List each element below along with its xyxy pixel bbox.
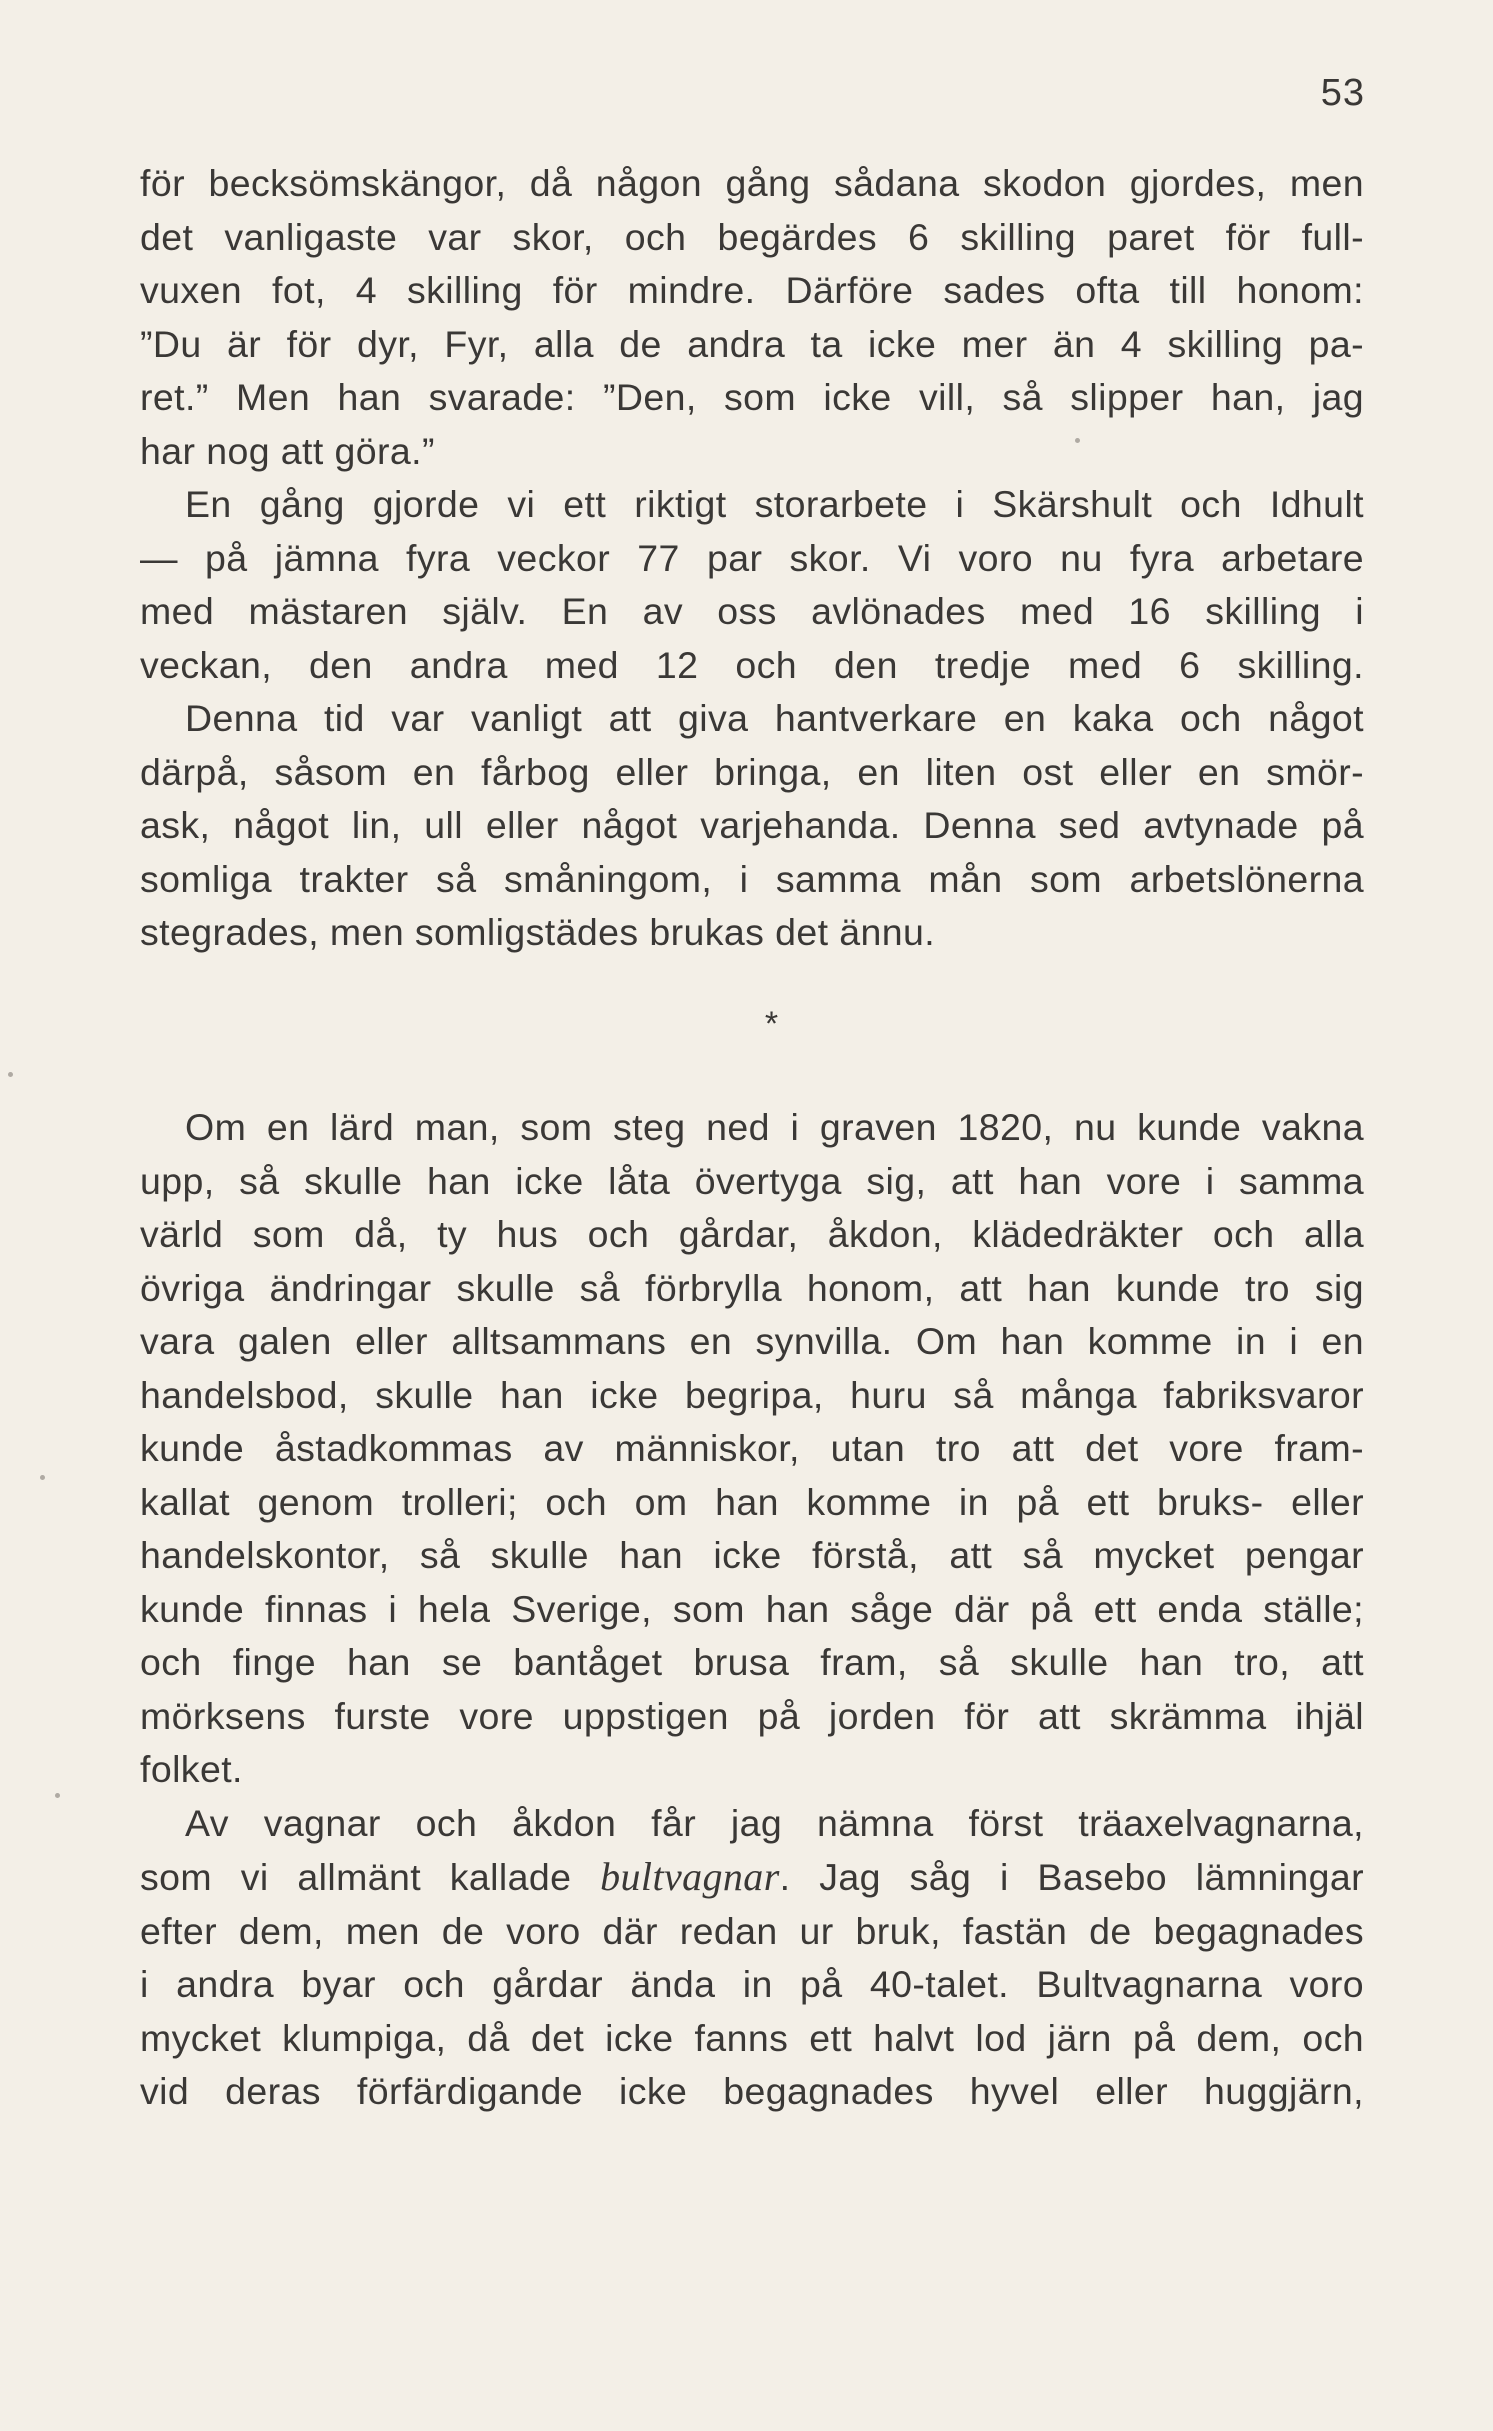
text-line: för becksömskängor, då någon gång sådana skodon gjordes, men — [140, 162, 1364, 204]
text-line: ”Du är för dyr, Fyr, alla de andra ta icke mer än 4 skilling pa- — [140, 322, 1364, 365]
text-line: vara galen eller alltsammans en synvilla. Om han komme in i en — [140, 1320, 1364, 1362]
text-line: somliga trakter så småningom, i samma mån som arbetslönerna — [140, 857, 1364, 900]
text-line: vid deras förfärdigande icke begagnades hyvel eller huggjärn, — [140, 2070, 1364, 2112]
text-line — [140, 1850, 1364, 1905]
text-line: Denna tid var vanligt att giva hantverkare en kaka och något — [185, 697, 1364, 739]
text-line: folket. — [140, 1748, 243, 1790]
paragraph-wagons-continued — [140, 1905, 1364, 2119]
emphasized-term: bultvagnar — [600, 1854, 780, 1899]
paragraph-learned-man — [140, 1101, 1364, 1797]
paper-speck — [40, 1475, 45, 1480]
text-line: det vanligaste var skor, och begärdes 6 skilling paret för full- — [140, 215, 1364, 258]
text-line: kunde åstadkommas av människor, utan tro att det vore fram- — [140, 1427, 1364, 1469]
text-line: ret.” Men han svarade: ”Den, som icke vill, så slipper han, jag — [140, 376, 1364, 418]
paper-speck — [8, 1072, 13, 1077]
text-line: handelsbod, skulle han icke begripa, huru så många fabriksvaror — [140, 1373, 1364, 1416]
text-line: stegrades, men somligstädes brukas det ännu. — [140, 911, 936, 953]
text-line: vuxen fot, 4 skilling för mindre. Därföre sades ofta till honom: — [140, 269, 1364, 311]
text-line: och finge han se bantåget brusa fram, så skulle han tro, att — [140, 1641, 1364, 1683]
text-line: kunde finnas i hela Sverige, som han såge där på ett enda ställe; — [140, 1587, 1364, 1630]
text-line: ask, något lin, ull eller något varjehanda. Denna sed avtynade på — [140, 804, 1364, 846]
text-line: veckan, den andra med 12 och den tredje med 6 skilling. — [140, 643, 1364, 686]
text-line: — på jämna fyra veckor 77 par skor. Vi voro nu fyra arbetare — [140, 536, 1364, 579]
section-separator-asterisk: * — [764, 1005, 779, 1043]
paper-speck — [1075, 438, 1080, 443]
paragraph-wagons — [140, 1797, 1364, 2119]
text-line: med mästaren själv. En av oss avlönades med 16 skilling i — [140, 590, 1364, 632]
text-line: övriga ändringar skulle så förbrylla honom, att han kunde tro sig — [140, 1266, 1364, 1309]
text-line-part: . Jag såg i Basebo lämningar — [779, 1856, 1364, 1898]
text-line: En gång gjorde vi ett riktigt storarbete i Skärshult och Idhult — [185, 483, 1364, 525]
text-line: har nog att göra.” — [140, 429, 435, 472]
text-line: därpå, såsom en fårbog eller bringa, en liten ost eller en smör- — [140, 750, 1364, 793]
text-line: i andra byar och gårdar ända in på 40-talet. Bultvagnarna voro — [140, 1963, 1364, 2005]
text-line: värld som då, ty hus och gårdar, åkdon, klädedräkter och alla — [140, 1213, 1364, 1255]
text-line: kallat genom trolleri; och om han komme in på ett bruks- eller — [140, 1480, 1364, 1523]
text-line-part: som vi allmänt kallade — [140, 1856, 601, 1898]
text-line: Om en lärd man, som steg ned i graven 1820, nu kunde vakna — [185, 1106, 1364, 1148]
page-number: 53 — [1320, 72, 1365, 114]
text-line: mörksens furste vore uppstigen på jorden för att skrämma ihjäl — [140, 1694, 1364, 1737]
text-block-learned-man — [140, 1101, 1364, 2119]
text-block-shoemaking — [140, 157, 1364, 960]
text-line: upp, så skulle han icke låta övertyga sig, att han vore i samma — [140, 1159, 1364, 1202]
text-line: efter dem, men de voro där redan ur bruk, fastän de begagnades — [140, 1909, 1364, 1952]
text-line: mycket klumpiga, då det icke fanns ett halvt lod järn på dem, och — [140, 2016, 1364, 2059]
text-line: handelskontor, så skulle han icke förstå, att så mycket pengar — [140, 1534, 1364, 1576]
paper-speck — [55, 1793, 60, 1798]
text-line: Av vagnar och åkdon får jag nämna först träaxelvagnarna, — [185, 1801, 1364, 1844]
